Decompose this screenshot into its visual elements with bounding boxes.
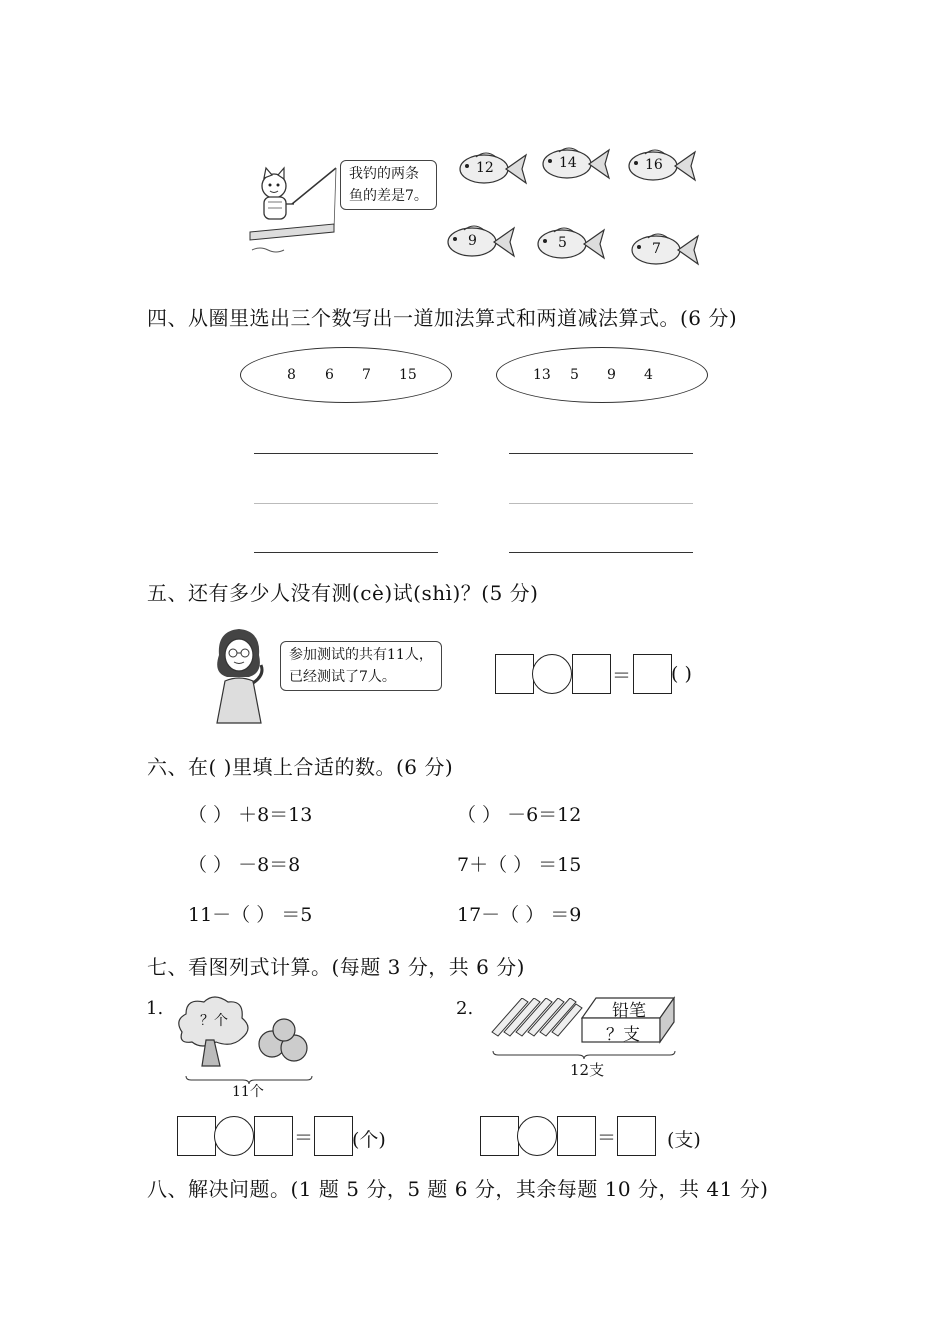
teacher-speech-line-1: 参加测试的共有11人，: [289, 647, 433, 663]
cat-fishing-illustration: [248, 160, 338, 260]
pencils-illustration: [488, 998, 583, 1038]
fish-number: 16: [645, 157, 663, 173]
operand-box-2[interactable]: [572, 654, 611, 694]
p2-unit: (支): [667, 1129, 701, 1151]
p1-operand-box-2[interactable]: [254, 1116, 293, 1156]
fish-3: [625, 142, 697, 188]
fish-2: [539, 140, 611, 186]
answer-line[interactable]: [254, 503, 438, 504]
answer-line[interactable]: [254, 552, 438, 553]
answer-line[interactable]: [254, 453, 438, 454]
fish-number: 7: [652, 241, 661, 257]
p1-unit: (个): [352, 1129, 386, 1151]
fill-equation[interactable]: （ ） ＋8＝13: [188, 804, 313, 826]
cat-speech-bubble: [340, 160, 437, 210]
cat-speech-line-2: 鱼的差是7。: [349, 188, 428, 204]
pencil-box-quantity: ？支: [606, 1025, 640, 1045]
number-circle-b: [496, 347, 708, 403]
fish-number: 9: [468, 233, 477, 249]
problem-2-number: 2.: [456, 998, 474, 1019]
circle-b-number: 4: [644, 367, 653, 383]
answer-line[interactable]: [509, 453, 693, 454]
q4-title: 四、从圈里选出三个数写出一道加法算式和两道减法算式。(6 分): [147, 306, 738, 330]
circle-b-number: 13: [533, 367, 551, 383]
operand-box-1[interactable]: [495, 654, 534, 694]
fill-equation[interactable]: 11－（ ） ＝5: [188, 904, 313, 926]
teacher-speech-line-2: 已经测试了7人。: [289, 669, 396, 685]
p1-result-box[interactable]: [314, 1116, 353, 1156]
problem-1-number: 1.: [146, 998, 164, 1019]
circle-a-number: 15: [399, 367, 417, 383]
p2-result-box[interactable]: [617, 1116, 656, 1156]
circle-b-number: 9: [607, 367, 616, 383]
unit-blank[interactable]: ( ): [671, 663, 692, 685]
cat-speech-line-1: 我钓的两条: [349, 166, 419, 182]
total-label-2: 12支: [570, 1061, 605, 1079]
p1-equals-sign: ＝: [294, 1127, 314, 1149]
circle-b-number: 5: [570, 367, 579, 383]
teacher-speech-bubble: [280, 641, 442, 691]
fish-1: [456, 145, 528, 191]
fill-equation[interactable]: 17－（ ） ＝9: [457, 904, 582, 926]
q8-title: 八、解决问题。(1 题 5 分，5 题 6 分，其余每题 10 分，共 41 分): [147, 1177, 769, 1201]
q6-title: 六、在( )里填上合适的数。(6 分): [147, 755, 454, 779]
brace-1: [185, 1070, 313, 1080]
brace-2: [492, 1045, 676, 1055]
fish-4: [444, 218, 516, 264]
fish-number: 14: [559, 155, 577, 171]
fill-equation[interactable]: （ ） －8＝8: [188, 854, 301, 876]
pencil-box-label: 铅笔: [612, 1001, 646, 1021]
q7-title: 七、看图列式计算。(每题 3 分，共 6 分): [147, 955, 525, 979]
result-box[interactable]: [633, 654, 672, 694]
tree-label: ？个: [200, 1013, 228, 1029]
apple-tree-illustration: [172, 992, 317, 1072]
total-label-1: 11个: [232, 1084, 264, 1100]
q5-title: 五、还有多少人没有测(cè)试(shì)？(5 分): [147, 581, 539, 605]
p2-operator-circle[interactable]: [517, 1116, 557, 1156]
fill-equation[interactable]: 7＋（ ） ＝15: [457, 854, 582, 876]
p2-equals-sign: ＝: [597, 1127, 617, 1149]
p1-operator-circle[interactable]: [214, 1116, 254, 1156]
operator-circle[interactable]: [532, 654, 572, 694]
fish-number: 12: [476, 160, 494, 176]
circle-a-number: 7: [362, 367, 371, 383]
fish-6: [628, 226, 700, 272]
number-circle-a: [240, 347, 452, 403]
p1-operand-box-1[interactable]: [177, 1116, 216, 1156]
fish-number: 5: [558, 235, 567, 251]
pencil-box-illustration: [580, 996, 676, 1044]
answer-line[interactable]: [509, 503, 693, 504]
answer-line[interactable]: [509, 552, 693, 553]
equals-sign: ＝: [612, 665, 632, 687]
circle-a-number: 8: [287, 367, 296, 383]
fish-5: [534, 220, 606, 266]
fill-equation[interactable]: （ ） －6＝12: [457, 804, 582, 826]
teacher-illustration: [205, 625, 280, 725]
circle-a-number: 6: [325, 367, 334, 383]
p2-operand-box-1[interactable]: [480, 1116, 519, 1156]
p2-operand-box-2[interactable]: [557, 1116, 596, 1156]
